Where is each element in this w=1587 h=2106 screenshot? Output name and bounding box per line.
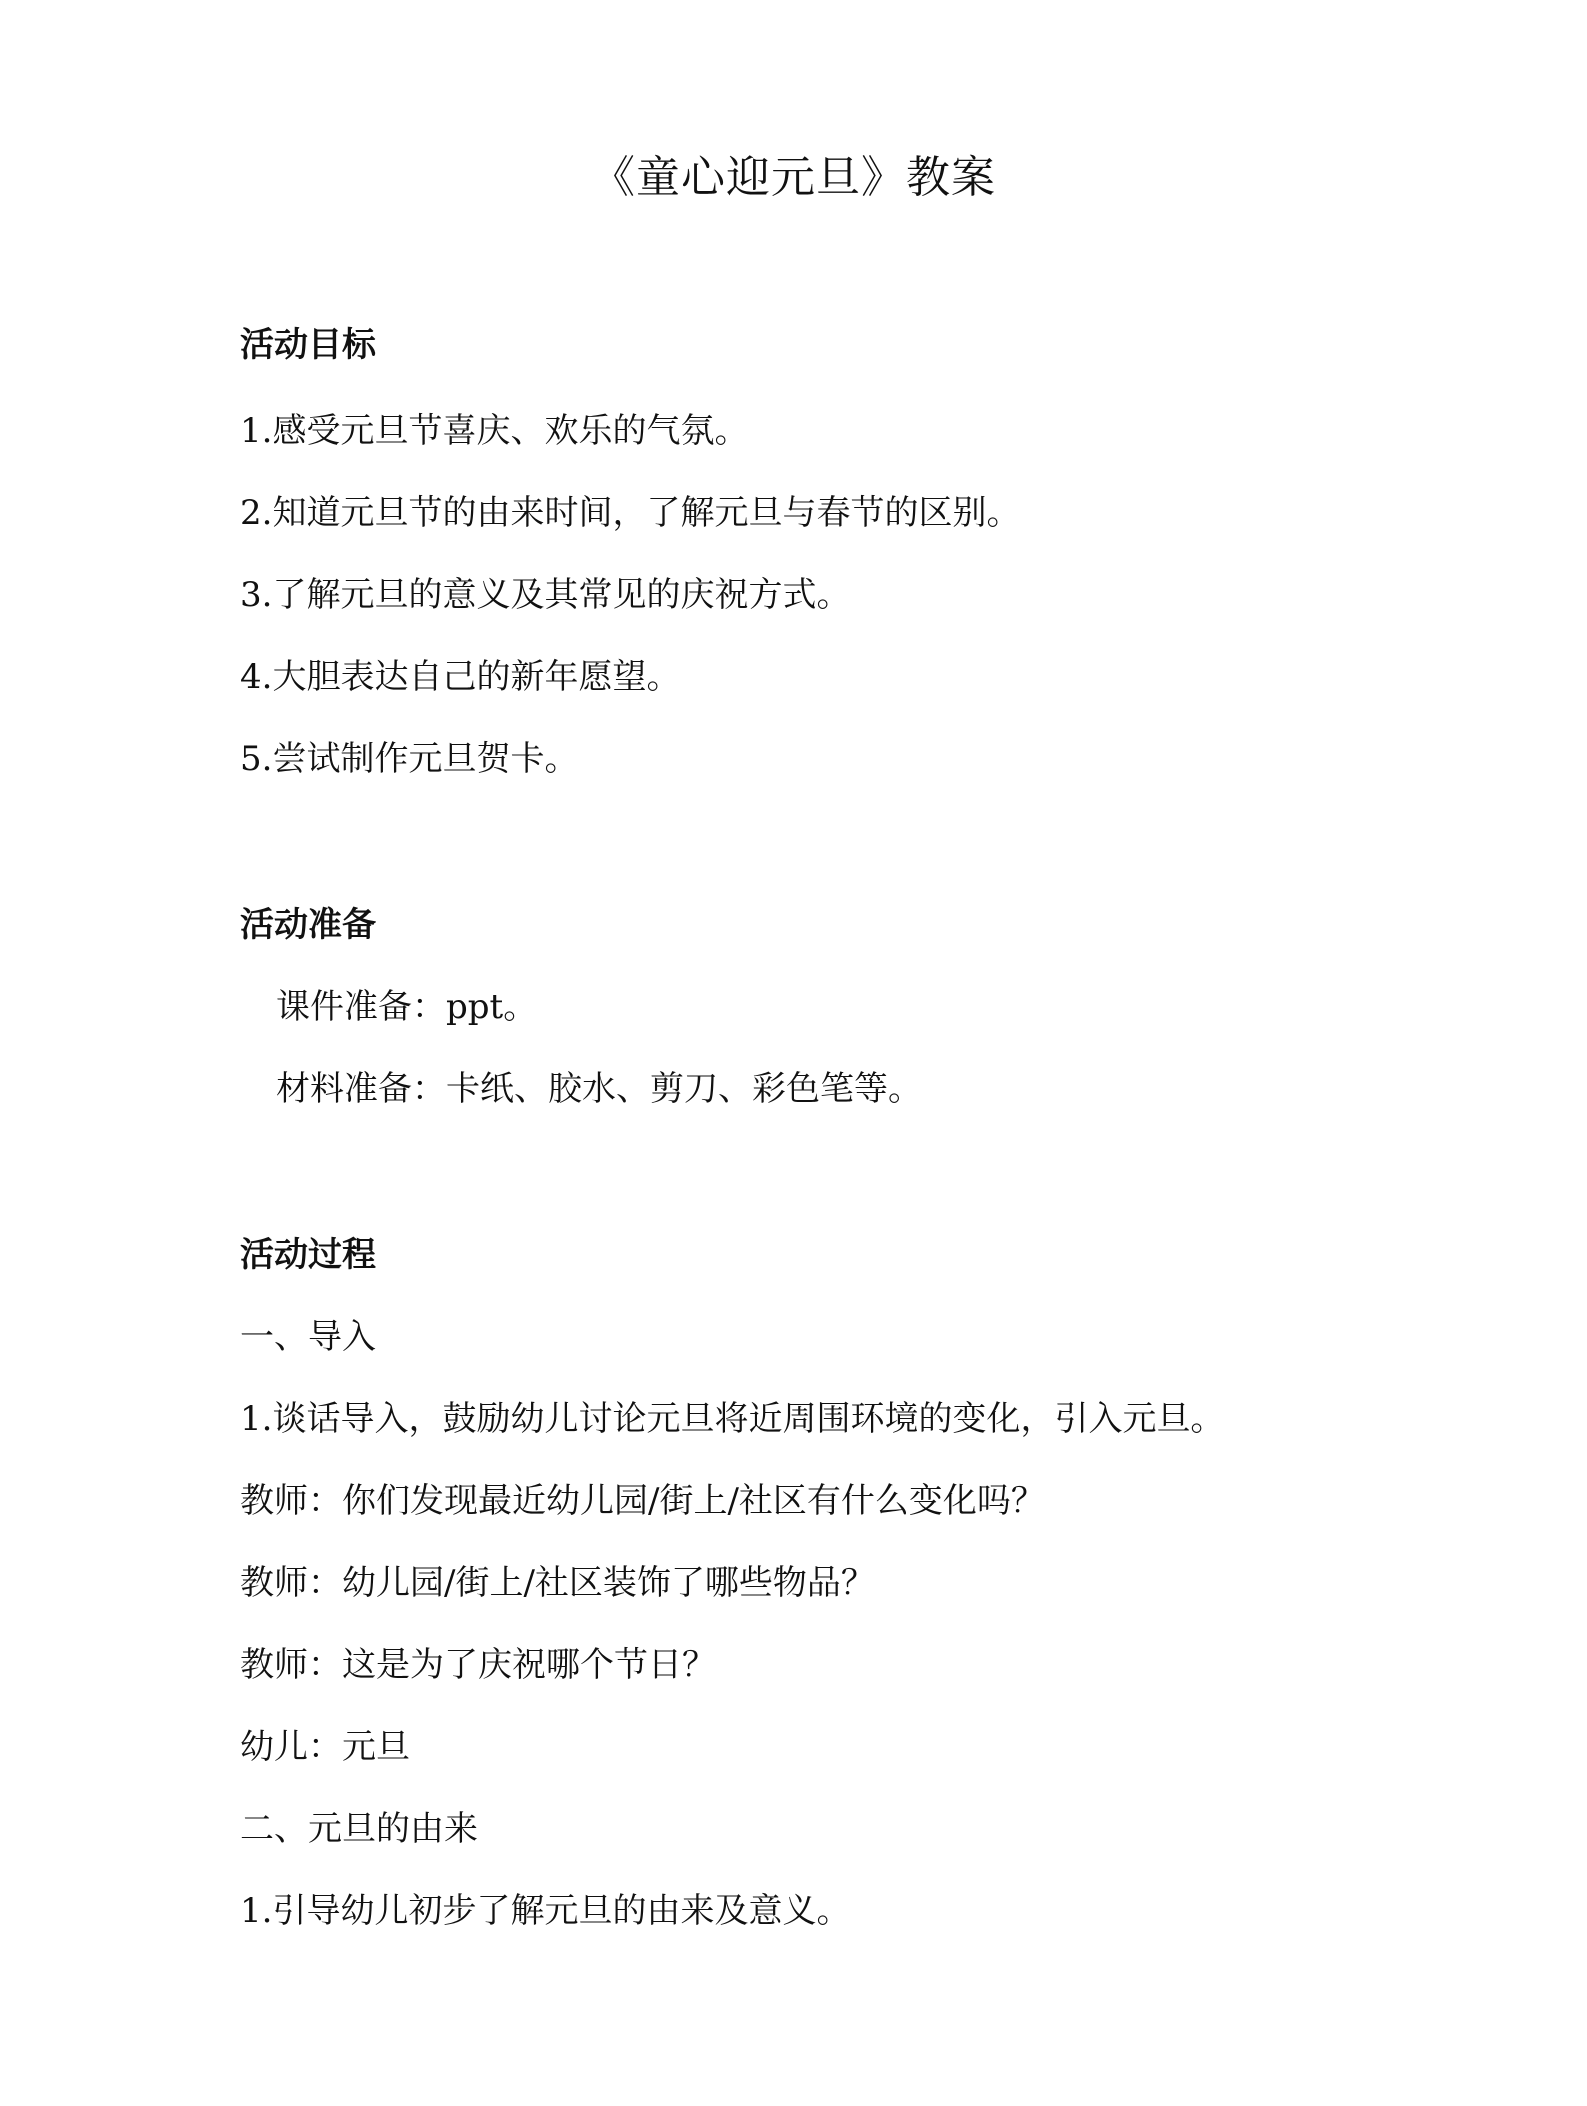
process-line: 教师：幼儿园/街上/社区装饰了哪些物品？ (240, 1563, 875, 1603)
section-heading-goals: 活动目标 (240, 325, 376, 365)
goal-item-4: 4.大胆表达自己的新年愿望。 (240, 657, 681, 697)
process-line: 幼儿：元旦 (240, 1727, 410, 1767)
process-line: 教师：这是为了庆祝哪个节日？ (240, 1645, 716, 1685)
document-title: 《童心迎元旦》教案 (591, 152, 996, 203)
process-line: 1.谈话导入，鼓励幼儿讨论元旦将近周围环境的变化，引入元旦。 (240, 1399, 1225, 1439)
preparation-item-courseware: 课件准备：ppt。 (276, 987, 538, 1027)
goal-item-2: 2.知道元旦节的由来时间，了解元旦与春节的区别。 (240, 493, 1021, 533)
goal-item-5: 5.尝试制作元旦贺卡。 (240, 739, 579, 779)
process-subheading-origin: 二、元旦的由来 (240, 1809, 478, 1849)
section-heading-process: 活动过程 (240, 1235, 376, 1275)
process-line: 教师：你们发现最近幼儿园/街上/社区有什么变化吗？ (240, 1481, 1045, 1521)
process-line: 1.引导幼儿初步了解元旦的由来及意义。 (240, 1891, 851, 1931)
goal-item-3: 3.了解元旦的意义及其常见的庆祝方式。 (240, 575, 851, 615)
goal-item-1: 1.感受元旦节喜庆、欢乐的气氛。 (240, 411, 749, 451)
process-subheading-intro: 一、导入 (240, 1317, 376, 1357)
preparation-item-materials: 材料准备：卡纸、胶水、剪刀、彩色笔等。 (276, 1069, 922, 1109)
section-heading-preparation: 活动准备 (240, 905, 376, 945)
